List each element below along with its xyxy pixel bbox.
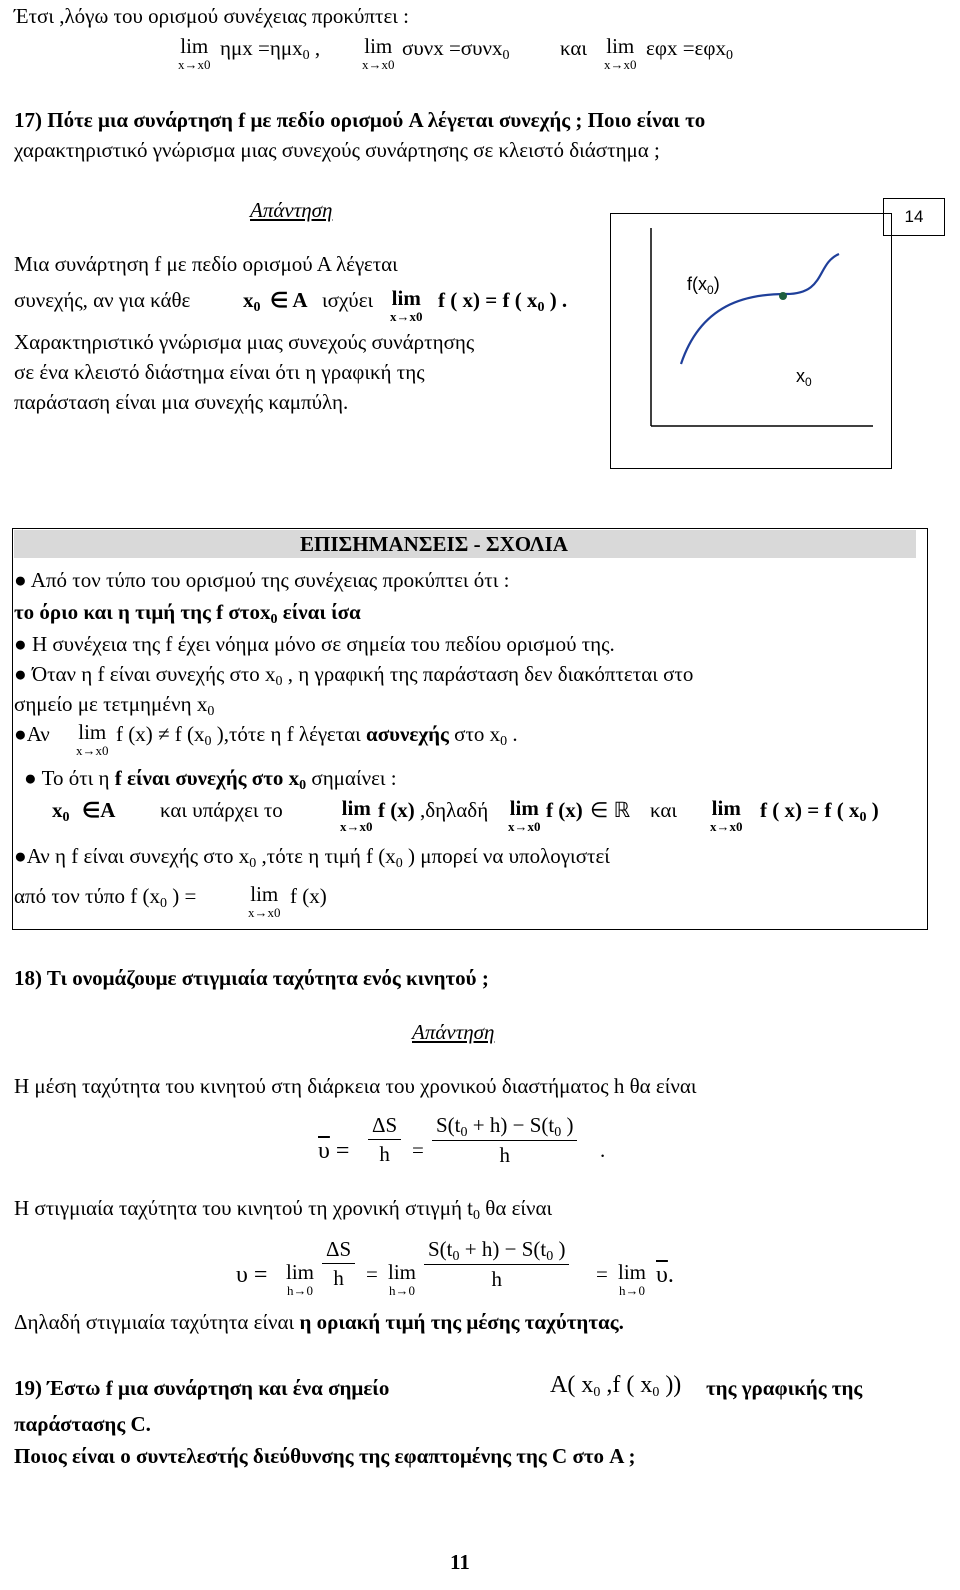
note-3a: ● Όταν η f είναι συνεχής στο x0 , η γραφική της παράσταση δεν διακόπτεται στο [14, 662, 694, 689]
formula-cos: συνx =συνx0 [402, 36, 510, 63]
q17-p1a: Μια συνάρτηση f με πεδίο ορισμού Α λέγεται [14, 252, 398, 276]
limit-sin: lim x→x0 [178, 34, 211, 72]
q19-line3: Ποιος είναι ο συντελεστής διεύθυνσης της εφαπτομένης της C στο A ; [14, 1444, 636, 1468]
q18-frac1: $\frac{\Delta S}{h}$ [368, 1114, 401, 1165]
q17-in-A: ∈ Α [270, 288, 308, 312]
q17-line1: 17) Πότε μια συνάρτηση f με πεδίο ορισμού A λέγεται συνεχής ; Ποιο είναι το [14, 108, 706, 132]
q18-v: υ = [236, 1262, 268, 1288]
note-4-rest: f (x) ≠ f (x0 ),τότε η f λέγεται ασυνεχής στο x0 . [116, 722, 518, 749]
q18-p1: Η μέση ταχύτητα του κινητού στη διάρκεια του χρονικού διαστήματος h θα είναι [14, 1074, 697, 1098]
q18-eq3: = [596, 1262, 608, 1286]
q18-frac3: $\frac{\Delta S}{h}$ [322, 1238, 355, 1289]
note-5: ● Το ότι η f είναι συνεχής στο x0 σημαίνει : [24, 766, 397, 793]
note-1: ● Από τον τύπο του ορισμού της συνέχειας προκύπτει ότι : [14, 568, 510, 592]
q19-line1e: της γραφικής της [706, 1376, 863, 1400]
note-8-fx: f (x) [290, 884, 327, 908]
q18-dot: . [600, 1138, 606, 1162]
q18-eq1: = [412, 1138, 424, 1162]
q17-p1b: συνεχής, αν για κάθε [14, 288, 191, 312]
function-curve [681, 254, 839, 364]
formula-sin: ημx =ημx0 , [220, 36, 321, 63]
note-6-ie: ,δηλαδή [420, 798, 489, 822]
note-8: από τον τύπο f (x0 ) = [14, 884, 197, 911]
formula-tan: εφx =εφx0 [646, 36, 733, 63]
q18-p2: Η στιγμιαία ταχύτητα του κινητού τη χρονική στιγμή t0 θα είναι [14, 1196, 553, 1223]
note-2: ● Η συνέχεια της f έχει νόημα μόνο σε σημεία του πεδίου ορισμού της. [14, 632, 615, 656]
note-7: ●Αν η f είναι συνεχής στο x0 ,τότε η τιμή f (x0 ) μπορεί να υπολογιστεί [14, 844, 610, 871]
q18-limit3: lim h→0 [618, 1260, 647, 1298]
and-text: και [560, 36, 588, 60]
q17-x0: x0 [243, 288, 261, 315]
limit-cos: lim x→x0 [362, 34, 395, 72]
q18-limit2: lim h→0 [388, 1260, 417, 1298]
q18-upsilon-bar: $\overline{\upsilon}$. [656, 1262, 674, 1288]
note-6-exists: και υπάρχει το [160, 798, 283, 822]
note-6-limit2: lim x→x0 [508, 796, 541, 834]
q19-point-A: A( x0 ,f ( x0 )) [550, 1372, 682, 1400]
q18-frac4: $\frac{S(t0 + h) - S(t0 )}{h}$ [424, 1238, 569, 1290]
q18-title: 18) Τι ονομάζουμε στιγμιαία ταχύτητα ενός κινητού ; [14, 966, 489, 990]
q18-frac2: $\frac{S(t0 + h) - S(t0 )}{h}$ [432, 1114, 577, 1166]
q17-continuity-eq: f ( x) = f ( x0 ) . [438, 288, 568, 315]
note-8-limit: lim x→x0 [248, 882, 281, 920]
q18-limit1: lim h→0 [286, 1260, 315, 1298]
note-6-limit1: lim x→x0 [340, 796, 373, 834]
note-6-limit3: lim x→x0 [710, 796, 743, 834]
q18-answer-heading: Απάντηση [412, 1020, 495, 1044]
note-3b: σημείο με τετμημένη x0 [14, 692, 215, 719]
note-6-and: και [650, 798, 678, 822]
note-4a: ●Αν [14, 722, 50, 746]
note-1b: το όριο και η τιμή της f στοx0 είναι ίσα [14, 600, 361, 627]
page-tag-box [883, 198, 945, 236]
note-4-limit: lim x→x0 [76, 720, 109, 758]
limit-tan: lim x→x0 [604, 34, 637, 72]
graph-x0-label: $x_0$ [796, 366, 812, 389]
page-number: 11 [450, 1550, 470, 1574]
q18-vbar: $\overline{\upsilon}$ = [318, 1138, 350, 1164]
notes-title: ΕΠΙΣΗΜΑΝΣΕΙΣ - ΣΧΟΛΙΑ [300, 532, 568, 556]
note-6-eq: f ( x) = f ( x0 ) [760, 798, 879, 825]
q17-p2c: παράσταση είναι μια συνεχής καμπύλη. [14, 390, 349, 414]
graph-fx0-label: $f(x_0)$ [687, 274, 720, 297]
note-6-x0: x0 [52, 798, 70, 825]
note-6-fx1: f (x) [378, 798, 415, 822]
q17-line2: χαρακτηριστικό γνώρισμα μιας συνεχούς συνάρτησης σε κλειστό διάστημα ; [14, 138, 660, 162]
q17-limit: lim x→x0 [390, 286, 423, 324]
q17-p2b: σε ένα κλειστό διάστημα είναι ότι η γραφική της [14, 360, 425, 384]
q17-answer-heading: Απάντηση [250, 198, 333, 222]
q17-p2a: Χαρακτηριστικό γνώρισμα μιας συνεχούς συνάρτησης [14, 330, 475, 354]
page-tag: 14 [904, 207, 924, 226]
q17-holds: ισχύει [322, 288, 374, 312]
q18-eq2: = [366, 1262, 378, 1286]
point-marker [779, 292, 787, 300]
note-6-fx2: f (x) [546, 798, 583, 822]
note-6-inA: ∈A [82, 798, 116, 822]
intro-text: Έτσι ,λόγω του ορισμού συνέχειας προκύπτει : [14, 4, 410, 28]
q19-line2: παράστασης C. [14, 1412, 151, 1436]
q19-line1a: 19) Έστω f μια συνάρτηση και ένα σημείο [14, 1376, 390, 1400]
q18-p3: Δηλαδή στιγμιαία ταχύτητα είναι η οριακή τιμή της μέσης ταχύτητας. [14, 1310, 624, 1334]
note-6-in-R: ∈ ℝ [590, 798, 631, 822]
continuity-graph [610, 213, 892, 469]
